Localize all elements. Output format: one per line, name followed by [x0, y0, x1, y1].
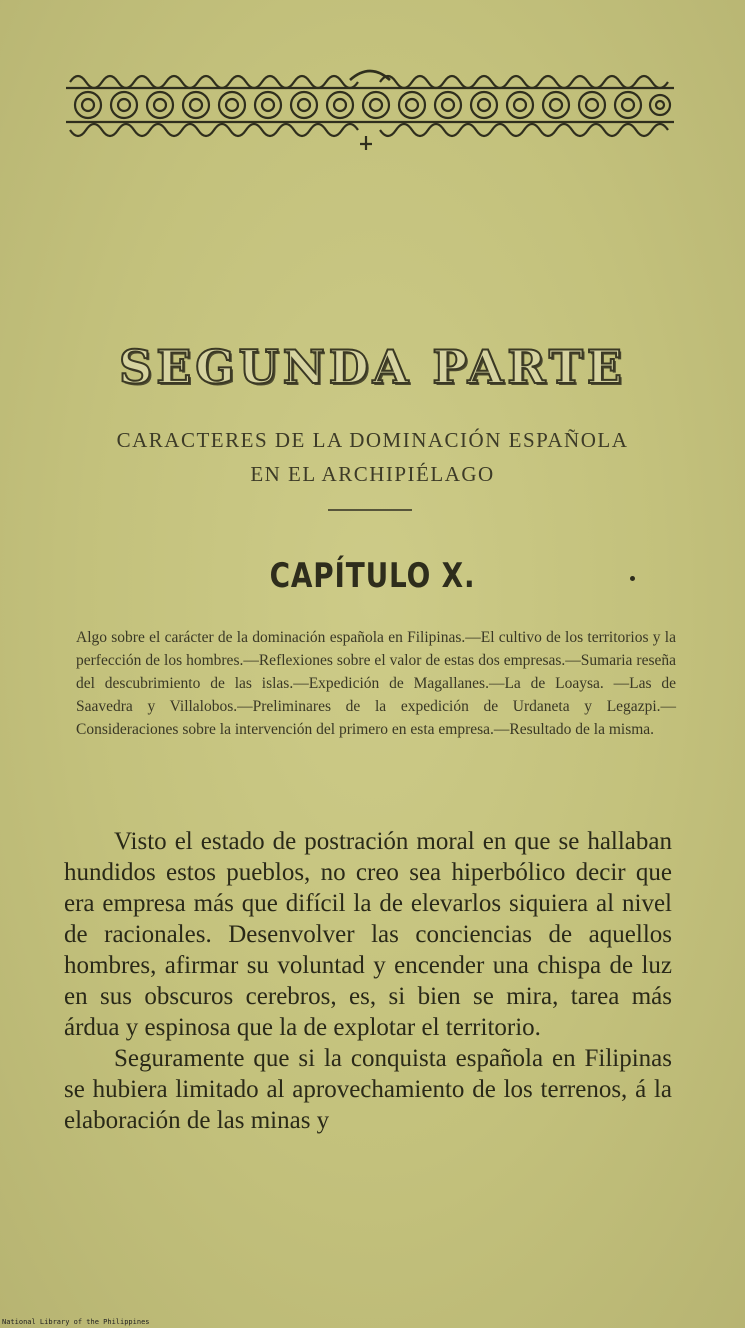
- subtitle-line-2: EN EL ARCHIPIÉLAGO: [250, 462, 495, 486]
- body-text: [64, 826, 672, 1136]
- library-credit: National Library of the Philippines: [2, 1318, 150, 1326]
- chapter-title: CAPÍTULO X.: [269, 556, 476, 596]
- paragraph-2: Seguramente que si la conquista española en Filipinas se hubiera limitado al aprovechamiento de los terrenos, á la elaboración de las minas y: [64, 1045, 672, 1134]
- part-title: SEGUNDA PARTE: [119, 340, 626, 394]
- decorative-header-ornament-icon: [60, 62, 680, 154]
- paragraph-1: Visto el estado de postración moral en que se hallaban hundidos estos pueblos, no creo sea hiperbólico decir que era empresa más que difícil la de elevarlos siquiera al nivel de racionales. Desenvolver las conciencias de aquellos hombres, afirmar su voluntad y encender una chispa de luz en sus obscuros cerebros, es, si bien se mira, tarea más árdua y espinosa que la de explotar el territorio.: [64, 828, 672, 1041]
- chapter-summary: Algo sobre el carácter de la dominación española en Filipinas.—El cultivo de los territorios y la perfección de los hombres.—Reflexiones sobre el valor de estas dos empresas.—Sumaria reseña del descubrimiento de las islas.—Expedición de Magallanes.—La de Loaysa. —Las de Saavedra y Villalobos.—Preliminares de la expedición de Urdaneta y Legazpi.—Consideraciones sobre la intervención del primero en esta empresa.—Resultado de la misma.: [76, 629, 676, 738]
- stray-dot-mark: [630, 576, 635, 581]
- subtitle-line-1: CARACTERES DE LA DOMINACIÓN ESPAÑOLA: [116, 428, 629, 452]
- section-divider: [328, 509, 412, 511]
